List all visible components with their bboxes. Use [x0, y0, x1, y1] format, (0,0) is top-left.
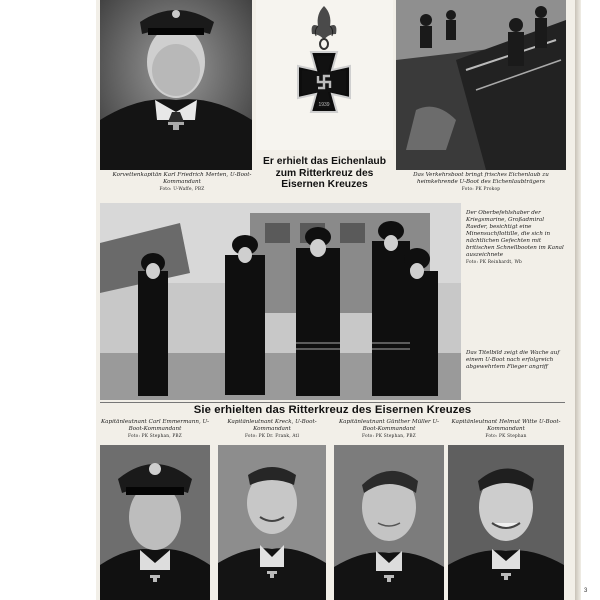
caption-raeder: [466, 210, 566, 266]
portrait-photo-merten: [100, 0, 252, 170]
caption-portrait-2: [218, 419, 326, 440]
ritterkreuz-banner: Sie erhielten das Ritterkreuz des Eisernen Kreuzes: [193, 404, 472, 416]
portrait-photo-emmermann: [100, 445, 210, 600]
caption-portrait-4-credit: Foto: PK Stephan: [485, 434, 527, 439]
medal-photo: [256, 0, 393, 150]
caption-titelbild-text: Das Titelbild zeigt die Wache auf einem U-Boot nach erfolgreich abgewehrtem Flieger angriff: [466, 350, 560, 370]
portrait-photo-mueller: [334, 445, 444, 600]
caption-portrait-3: [334, 419, 444, 440]
caption-merten: [112, 172, 252, 193]
caption-titelbild: [466, 350, 564, 371]
credit-merten: Foto: U-Waffe, PBZ: [159, 187, 205, 192]
caption-raeder-text: Der Oberbefehlshaber der Kriegsmarine, Großadmiral Raeder, besichtigt eine Minensuchflottille, die sich in nächtlichen Gefechten mit britischen Schnellbooten im Kanal auszeichnete: [466, 210, 564, 258]
credit-raeder: Foto: PK Reinhardt, Wb: [466, 260, 523, 265]
portrait-photo-kreck: [218, 445, 326, 600]
caption-boat: [398, 172, 564, 193]
caption-portrait-3-name: Kapitänleutnant Günther Müller U-Boot-Kommandant: [338, 419, 440, 432]
page-gutter: [575, 0, 581, 600]
caption-merten-text: Korvettenkapitän Karl Friedrich Merten, U-Boot-Kommandant: [112, 172, 252, 185]
caption-boat-text: Das Verkehrsboot bringt frisches Eichenlaub zu heimkehrende U-Boot des Eichenlaubträgers: [413, 172, 549, 185]
oakleaves-headline-text: Er erhielt das Eichenlaub zum Ritterkreuz des Eisernen Kreuzes: [262, 156, 387, 190]
caption-portrait-2-name: Kapitänleutnant Kreck, U-Boot-Kommandant: [227, 419, 317, 432]
caption-portrait-3-credit: Foto: PK Stephan, PBZ: [362, 434, 416, 439]
boat-photo: [396, 0, 566, 170]
caption-portrait-1-credit: Foto: PK Stephan, PBZ: [128, 434, 182, 439]
caption-portrait-1-name: Kapitänleutnant Carl Emmermann, U-Boot-Kommandant: [100, 419, 210, 432]
inspection-photo: [100, 203, 461, 400]
portrait-photo-witte: [448, 445, 564, 600]
banner-rule: [100, 402, 565, 403]
caption-portrait-4: [448, 419, 564, 440]
caption-portrait-1: [100, 419, 210, 440]
oakleaves-headline: [253, 156, 396, 191]
page-number: 3: [584, 588, 588, 594]
caption-portrait-4-name: Kapitänleutnant Helmut Witte U-Boot-Kommandant: [451, 419, 561, 432]
credit-boat: Foto: PK Prokop: [461, 187, 501, 192]
medal-year: 1939: [318, 102, 330, 108]
caption-portrait-2-credit: Foto: PK Dr. Frank, Atl: [244, 434, 300, 439]
